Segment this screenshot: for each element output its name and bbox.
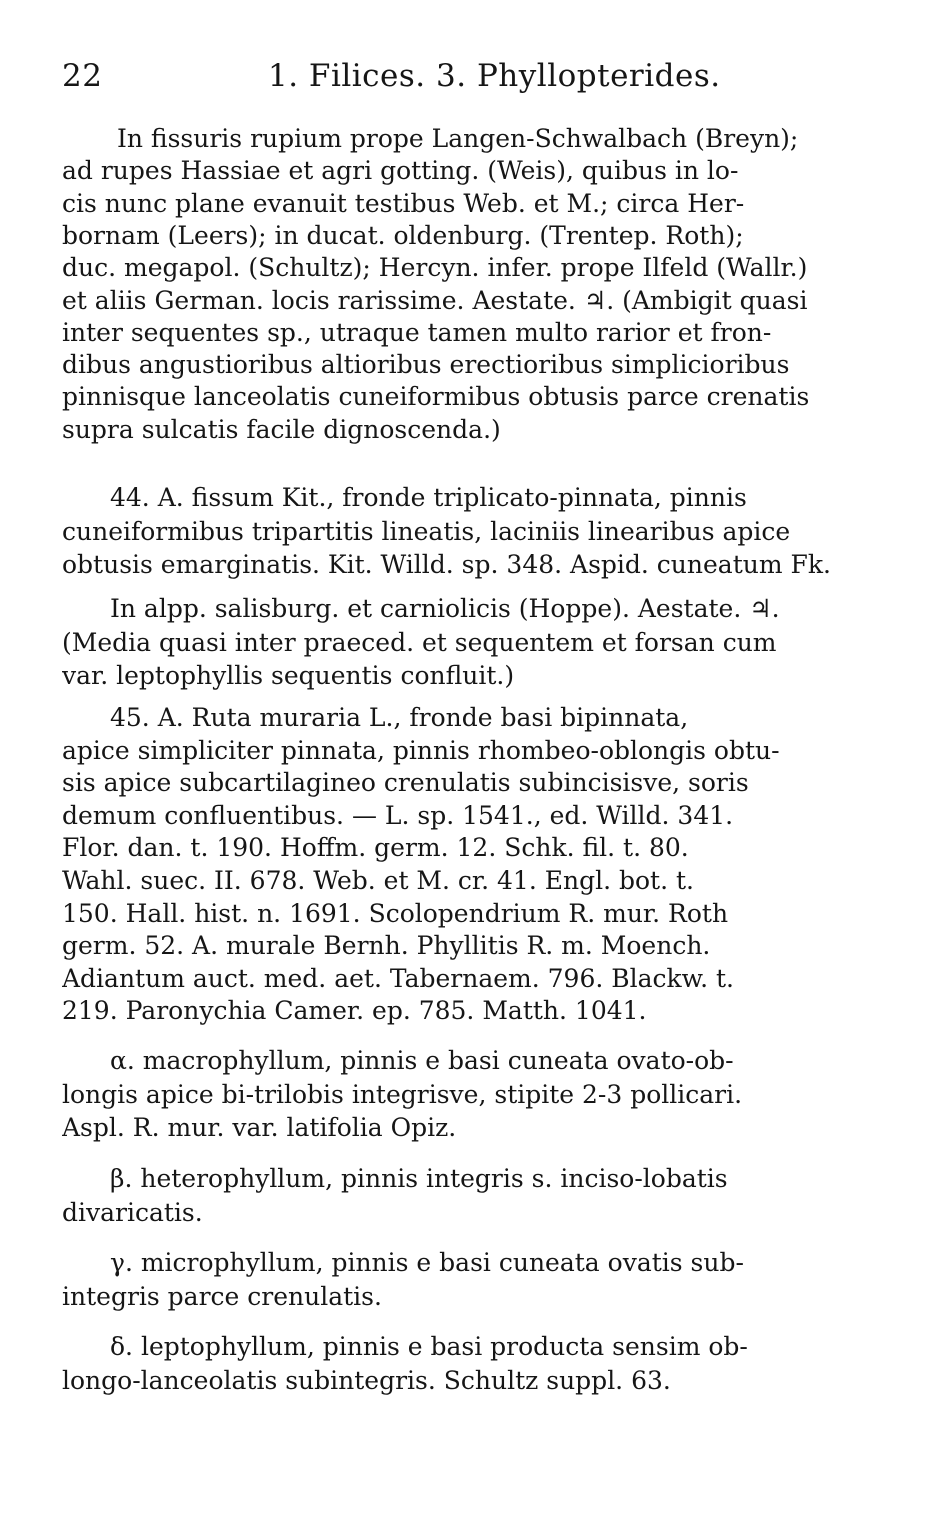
text-line: Adiantum auct. med. aet. Tabernaem. 796. Blackw. t.: [62, 963, 734, 993]
text-line: duc. megapol. (Schultz); Hercyn. infer. prope Ilfeld (Wallr.): [62, 253, 808, 283]
text-line: γ. microphyllum, pinnis e basi cuneata ovatis sub-: [110, 1248, 744, 1277]
text-line: obtusis emarginatis. Kit. Willd. sp. 348. Aspid. cuneatum Fk.: [62, 550, 831, 579]
text-line: 219. Paronychia Camer. ep. 785. Matth. 1041.: [62, 996, 647, 1026]
text-line: β. heterophyllum, pinnis integris s. inciso-lobatis: [110, 1164, 728, 1193]
text-line: pinnisque lanceolatis cuneiformibus obtusis parce crenatis: [62, 382, 810, 412]
text-line: germ. 52. A. murale Bernh. Phyllitis R. m. Moench.: [62, 931, 711, 961]
text-line: cis nunc plane evanuit testibus Web. et M.; circa Her-: [62, 188, 745, 218]
text-line: sis apice subcartilagineo crenulatis subincisisve, soris: [62, 768, 749, 798]
text-line: var. leptophyllis sequentis confluit.): [62, 661, 515, 690]
text-line: In alpp. salisburg. et carniolicis (Hoppe). Aestate. ♃.: [110, 594, 780, 623]
text-line: α. macrophyllum, pinnis e basi cuneata ovato-ob-: [110, 1046, 734, 1075]
text-line: δ. leptophyllum, pinnis e basi producta sensim ob-: [110, 1332, 748, 1361]
text-line: divaricatis.: [62, 1197, 203, 1227]
text-line: inter sequentes sp., utraque tamen multo rarior et fron-: [62, 317, 772, 347]
text-line: longo-lanceolatis subintegris. Schultz suppl. 63.: [62, 1365, 671, 1395]
text-line: et aliis German. locis rarissime. Aestate. ♃. (Ambigit quasi: [62, 285, 808, 315]
text-line: supra sulcatis facile dignoscenda.): [62, 414, 501, 444]
text-line: In fissuris rupium prope Langen-Schwalbach (Breyn);: [117, 124, 799, 153]
text-line: demum confluentibus. — L. sp. 1541., ed. Willd. 341.: [62, 800, 734, 830]
running-head: 1. Filices. 3. Phyllopterides.: [268, 58, 721, 94]
text-line: Wahl. suec. II. 678. Web. et M. cr. 41. Engl. bot. t.: [62, 866, 694, 895]
text-line: bornam (Leers); in ducat. oldenburg. (Trentep. Roth);: [62, 220, 744, 250]
text-line: cuneiformibus tripartitis lineatis, laciniis linearibus apice: [62, 516, 791, 546]
text-line: ad rupes Hassiae et agri gotting. (Weis), quibus in lo-: [62, 156, 739, 186]
text-line: (Media quasi inter praeced. et sequentem et forsan cum: [62, 627, 777, 657]
text-line: 44. A. fissum Kit., fronde triplicato-pinnata, pinnis: [110, 483, 747, 512]
text-line: 150. Hall. hist. n. 1691. Scolopendrium R. mur. Roth: [62, 898, 729, 928]
text-line: dibus angustioribus altioribus erectioribus simplicioribus: [62, 350, 790, 380]
text-line: integris parce crenulatis.: [62, 1281, 382, 1311]
text-line: apice simpliciter pinnata, pinnis rhombeo-oblongis obtu-: [62, 735, 780, 765]
text-line: 45. A. Ruta muraria L., fronde basi bipinnata,: [110, 703, 689, 732]
page-number: 22: [62, 58, 103, 94]
page-header: [62, 56, 882, 96]
text-line: Aspl. R. mur. var. latifolia Opiz.: [62, 1113, 457, 1142]
text-line: Flor. dan. t. 190. Hoffm. germ. 12. Schk. fil. t. 80.: [62, 833, 689, 863]
text-line: longis apice bi-trilobis integrisve, stipite 2-3 pollicari.: [62, 1079, 743, 1109]
